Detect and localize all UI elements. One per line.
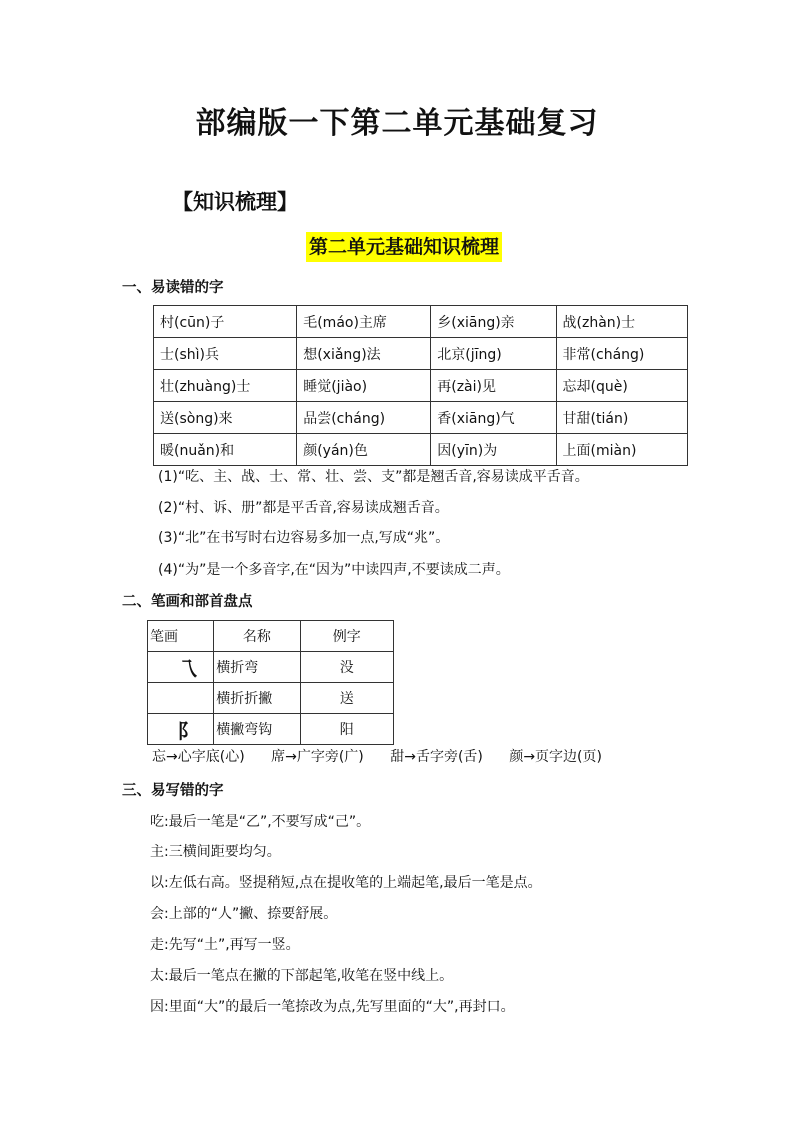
table-row — [148, 683, 394, 714]
writing-tip: 主:三横间距要均匀。 — [150, 844, 281, 860]
table-cell: 再(zài)见 — [431, 370, 556, 402]
stroke-glyph: 乁 — [177, 656, 198, 681]
table-cell: 想(xiǎng)法 — [297, 338, 431, 370]
highlighted-subtitle: 第二单元基础知识梳理 — [306, 232, 502, 262]
table-cell: 颜(yán)色 — [297, 434, 431, 466]
stroke-glyph: 阝 — [177, 718, 198, 743]
table-cell: 非常(cháng) — [556, 338, 687, 370]
stroke-name: 横撇弯钩 — [214, 714, 300, 745]
table-row — [154, 370, 688, 402]
table-cell: 暖(nuǎn)和 — [154, 434, 297, 466]
table-cell: 因(yīn)为 — [431, 434, 556, 466]
table-cell: 战(zhàn)士 — [556, 306, 687, 338]
writing-tip: 会:上部的“人”撇、捺要舒展。 — [150, 906, 338, 922]
stroke-name: 横折弯 — [214, 652, 300, 683]
radical-item: 忘→心字底(心) — [152, 749, 245, 765]
table-cell: 睡觉(jiào) — [297, 370, 431, 402]
stroke-example: 没 — [300, 652, 393, 683]
table-header-row — [148, 621, 394, 652]
table-cell: 品尝(cháng) — [297, 402, 431, 434]
section1-heading: 一、易读错的字 — [122, 280, 224, 296]
radical-item: 甜→舌字旁(舌) — [390, 749, 483, 765]
table-row — [154, 338, 688, 370]
note-2: (2)“村、诉、册”都是平舌音,容易读成翘舌音。 — [158, 500, 449, 516]
radical-item: 颜→页字边(页) — [509, 749, 602, 765]
note-4: (4)“为”是一个多音字,在“因为”中读四声,不要读成二声。 — [158, 562, 510, 578]
header-stroke: 笔画 — [148, 621, 214, 652]
table-cell: 忘却(què) — [556, 370, 687, 402]
table-row — [148, 652, 394, 683]
writing-tip: 以:左低右高。竖提稍短,点在提收笔的上端起笔,最后一笔是点。 — [150, 875, 542, 891]
table-cell: 香(xiāng)气 — [431, 402, 556, 434]
radical-item: 席→广字旁(广) — [271, 749, 364, 765]
stroke-name: 横折折撇 — [214, 683, 300, 714]
header-name: 名称 — [214, 621, 300, 652]
page-title: 部编版一下第二单元基础复习 — [195, 106, 599, 141]
table-cell: 北京(jīng) — [431, 338, 556, 370]
table-row — [154, 402, 688, 434]
writing-tip: 走:先写“土”,再写一竖。 — [150, 937, 300, 953]
radicals-line — [152, 746, 624, 766]
table-row — [148, 714, 394, 745]
writing-tip: 太:最后一笔点在撇的下部起笔,收笔在竖中线上。 — [150, 968, 454, 984]
note-3: (3)“北”在书写时右边容易多加一点,写成“兆”。 — [158, 530, 450, 546]
table-cell: 甘甜(tián) — [556, 402, 687, 434]
section-label: 【知识梳理】 — [172, 189, 298, 214]
table-cell: 村(cūn)子 — [154, 306, 297, 338]
table-cell: 上面(miàn) — [556, 434, 687, 466]
writing-tip: 吃:最后一笔是“乙”,不要写成“己”。 — [150, 814, 371, 830]
strokes-table — [147, 620, 394, 745]
stroke-example: 送 — [300, 683, 393, 714]
section2-heading: 二、笔画和部首盘点 — [122, 594, 253, 610]
writing-tip: 因:里面“大”的最后一笔捺改为点,先写里面的“大”,再封口。 — [150, 999, 515, 1015]
table-row — [154, 434, 688, 466]
section3-heading: 三、易写错的字 — [122, 783, 224, 799]
table-cell: 壮(zhuàng)士 — [154, 370, 297, 402]
table-cell: 毛(máo)主席 — [297, 306, 431, 338]
note-1: (1)“吃、主、战、士、常、壮、尝、支”都是翘舌音,容易读成平舌音。 — [158, 469, 589, 485]
table-cell: 乡(xiāng)亲 — [431, 306, 556, 338]
header-example: 例字 — [300, 621, 393, 652]
stroke-example: 阳 — [300, 714, 393, 745]
table-row — [154, 306, 688, 338]
table-cell: 士(shì)兵 — [154, 338, 297, 370]
table-cell: 送(sòng)来 — [154, 402, 297, 434]
misread-characters-table — [153, 305, 688, 466]
